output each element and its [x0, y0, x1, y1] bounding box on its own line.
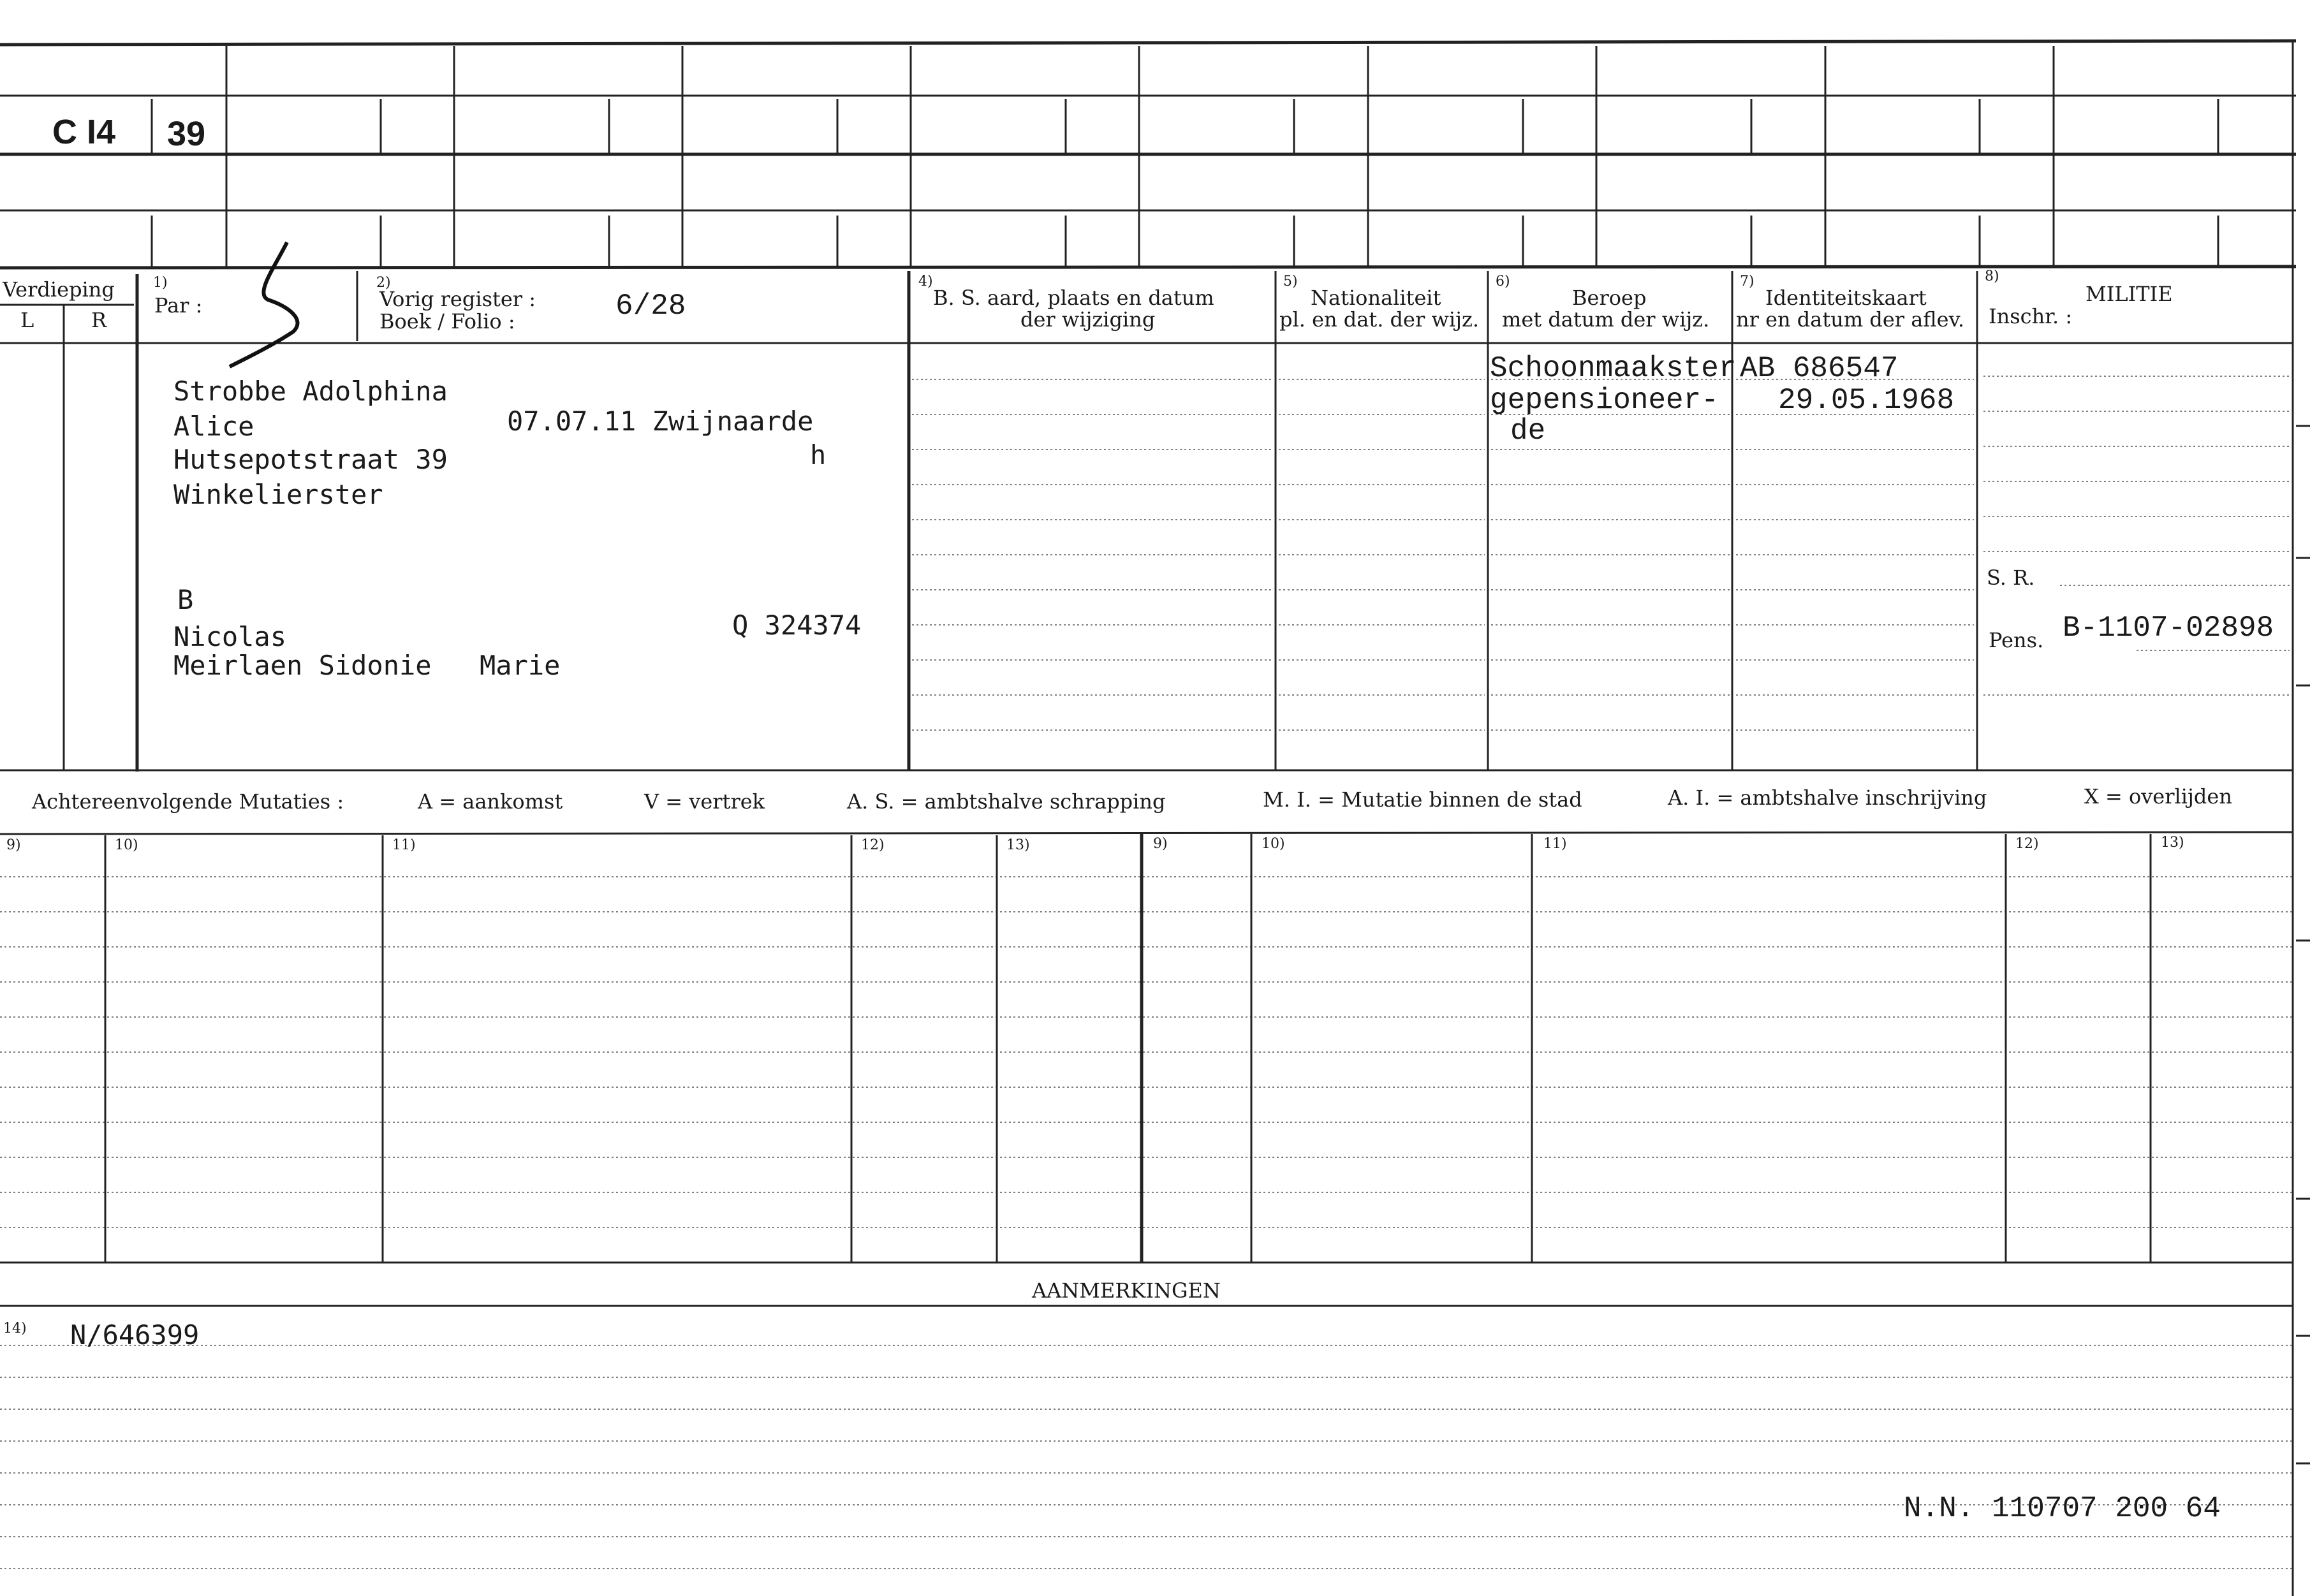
beroep-header-line1: Beroep: [1572, 286, 1647, 310]
bs-header-line2: der wijziging: [1020, 307, 1156, 332]
mut-col-9: 9): [6, 837, 21, 853]
house-number: 39: [167, 115, 206, 153]
nat-header-line1: Nationaliteit: [1311, 286, 1441, 310]
spouse-name: Nicolas: [173, 621, 287, 652]
beroep-line1: Schoonmaakster: [1490, 352, 1737, 385]
vorig-register-value: 6/28: [615, 289, 686, 323]
militie-header: MILITIE: [2086, 282, 2173, 306]
mother-name: Meirlaen Sidonie: [173, 650, 432, 681]
pens-label: Pens.: [1989, 628, 2044, 652]
b-mark: B: [177, 584, 194, 615]
beroep-line2: gepensioneer-: [1490, 384, 1719, 417]
mut-col-11: 11): [392, 837, 416, 853]
bs-header-line1: B. S. aard, plaats en datum: [933, 286, 1214, 310]
note-1: 1): [153, 275, 168, 291]
mut-col-10: 10): [115, 837, 138, 853]
verdieping-label: Verdieping: [3, 277, 115, 302]
par-label: Par :: [154, 293, 203, 318]
aanmerkingen-header: AANMERKINGEN: [1032, 1278, 1221, 1303]
beroep-line3: de: [1510, 414, 1546, 448]
mutatie-as: A. S. = ambtshalve schrapping: [847, 789, 1166, 814]
id-date: 29.05.1968: [1778, 384, 1955, 417]
mutaties-label: Achtereenvolgende Mutaties :: [32, 789, 344, 814]
mutatie-ai: A. I. = ambtshalve inschrijving: [1668, 786, 1987, 810]
beroep-header-line2: met datum der wijz.: [1502, 307, 1710, 332]
note-5: 5): [1283, 274, 1298, 289]
col-l-label: L: [20, 308, 34, 332]
block-code: C I4: [52, 113, 116, 151]
mut-col-13: 13): [1006, 837, 1030, 853]
birth-date-place: 07.07.11 Zwijnaarde: [507, 406, 814, 437]
mut-col-12: 12): [861, 837, 885, 853]
aanmerking-value: N/646399: [70, 1319, 200, 1351]
address: Hutsepotstraat 39: [173, 444, 448, 475]
col-r-label: R: [91, 308, 107, 332]
note-14: 14): [3, 1321, 27, 1336]
mutatie-a: A = aankomst: [418, 789, 563, 814]
person-name-line1: Strobbe Adolphina: [173, 376, 448, 407]
mutatie-v: V = vertrek: [644, 789, 765, 814]
mutatie-mi: M. I. = Mutatie binnen de stad: [1263, 787, 1582, 812]
note-4: 4): [918, 274, 933, 289]
occupation: Winkelierster: [173, 479, 383, 510]
id-number: AB 686547: [1740, 352, 1899, 385]
mut-col-13b: 13): [2161, 835, 2184, 851]
note-8: 8): [1985, 268, 1999, 284]
mut-col-12b: 12): [2015, 836, 2039, 852]
spouse-reference: Q 324374: [732, 610, 862, 641]
id-header-line2: nr en datum der aflev.: [1736, 307, 1965, 332]
h-mark: h: [810, 439, 827, 471]
mut-col-10b: 10): [1262, 836, 1285, 852]
nn-number: N.N. 110707 200 64: [1904, 1492, 2221, 1525]
nat-header-line2: pl. en dat. der wijz.: [1279, 307, 1480, 332]
mut-col-9b: 9): [1153, 836, 1168, 852]
note-7: 7): [1740, 274, 1755, 289]
note-2: 2): [376, 275, 391, 291]
note-6: 6): [1496, 274, 1510, 289]
person-name-line2: Alice: [173, 411, 254, 442]
mother-extra-name: Marie: [480, 650, 561, 681]
mutatie-x: X = overlijden: [2084, 784, 2232, 809]
pens-number: B-1107-02898: [2063, 611, 2274, 645]
id-header-line1: Identiteitskaart: [1765, 286, 1927, 310]
mut-col-11b: 11): [1543, 836, 1567, 852]
inschr-label: Inschr. :: [1989, 304, 2073, 328]
vorig-register-label: Vorig register :: [379, 287, 536, 311]
sr-label: S. R.: [1987, 566, 2035, 590]
boek-folio-label: Boek / Folio :: [379, 309, 515, 333]
